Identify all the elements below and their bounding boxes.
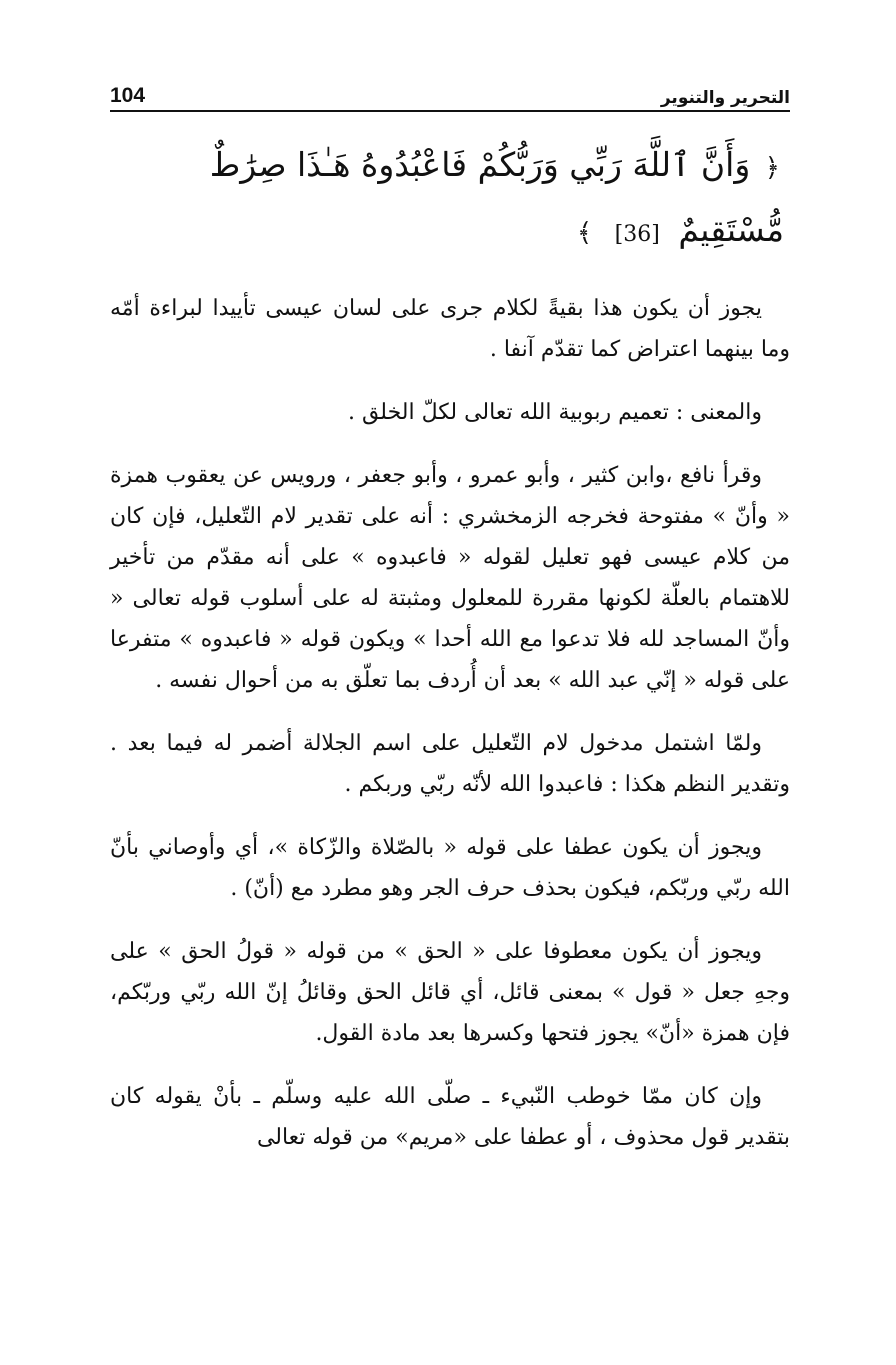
paragraph: ولمّا اشتمل مدخول لام التّعليل على اسم الجلالة أضمر له فيما بعد . وتقدير النظم هكذا : فاعبدوا الله لأنّه ربّي وربكم . [110, 731, 790, 797]
quran-verse [110, 134, 790, 266]
commentary-body [110, 288, 790, 1158]
paragraph: وإن كان ممّا خوطب النّبيء ـ صلّى الله عليه وسلّم ـ بأنْ يقوله كان بتقدير قول محذوف ، أو عطفا على «مريم» من قوله تعالى [110, 1084, 790, 1150]
book-title: التحرير والتنوير [660, 88, 790, 108]
verse-text: وَأَنَّ ٱللَّهَ رَبِّي وَرَبُّكُمْ فَاعْبُدُوهُ هَـٰذَا صِرَٰطٌ مُّسْتَقِيمٌ [209, 145, 784, 249]
verse-open-bracket: ﴿ [764, 153, 780, 183]
paragraph: وقرأ نافع ،وابن كثير ، وأبو عمرو ، وأبو جعفر ، ورويس عن يعقوب همزة « وأنّ » مفتوحة فخرجه الزمخشري : أنه على تقدير لام التّعليل، فإن كان من كلام عيسى فهو تعليل لقوله « فاعبدوه » على أنه مقدّم من تأخير للاهتمام بالعلّة لكونها مقررة للمعلول ومثبتة له على أسلوب قوله تعالى « وأنّ المساجد لله فلا تدعوا مع الله أحدا » ويكون قوله « فاعبدوه » متفرعا على قوله « إنّي عبد الله » بعد أن أُردف بما تعلّق به من أحوال نفسه . [110, 463, 790, 693]
paragraph: ويجوز أن يكون عطفا على قوله « بالصّلاة والزّكاة »، أي وأوصاني بأنّ الله ربّي وربّكم، فيكون بحذف حرف الجر وهو مطرد مع (أنّ) . [110, 835, 790, 901]
running-head [110, 78, 790, 112]
paragraph: يجوز أن يكون هذا بقيةً لكلام جرى على لسان عيسى تأييدا لبراءة أمّه وما بينهما اعتراض كما تقدّم آنفا . [110, 296, 790, 362]
paragraph: ويجوز أن يكون معطوفا على « الحق » من قوله « قولُ الحق » على وجهِ جعل « قول » بمعنى قائل، أي قائل الحق وقائلُ إنّ الله ربّي وربّكم، فإن همزة «أنّ» يجوز فتحها وكسرها بعد مادة القول. [110, 939, 790, 1046]
verse-number: [36] [614, 222, 660, 247]
page-number: 104 [110, 84, 146, 107]
paragraph: والمعنى : تعميم ربوبية الله تعالى لكلّ الخلق . [347, 400, 762, 425]
document-page [110, 78, 790, 1180]
verse-close-bracket: ﴾ [576, 218, 593, 248]
